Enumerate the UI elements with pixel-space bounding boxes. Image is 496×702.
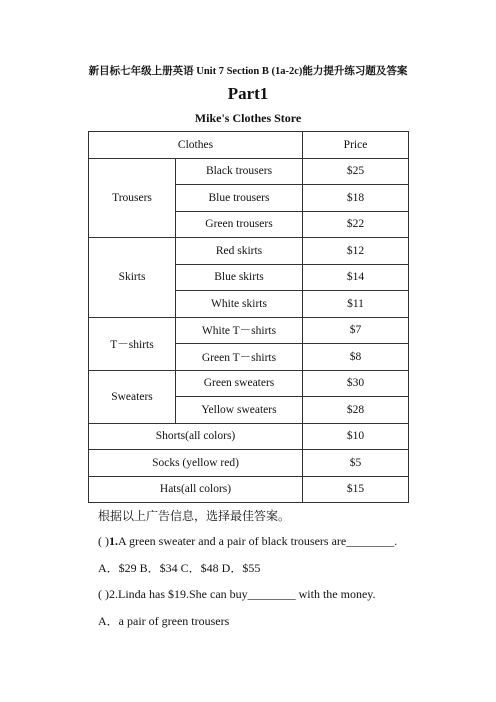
price-cell: $12 <box>303 238 409 265</box>
price-cell: $7 <box>303 317 409 344</box>
price-cell: $25 <box>303 158 409 185</box>
item-cell: White T－shirts <box>176 317 303 344</box>
table-row <box>89 317 409 344</box>
category-cell: Trousers <box>89 158 176 238</box>
table-row <box>89 476 409 503</box>
table-row <box>89 238 409 265</box>
item-cell: Shorts(all colors) <box>89 423 303 450</box>
question-1 <box>98 534 397 549</box>
table-row <box>89 450 409 477</box>
part-heading: Part1 <box>227 84 269 103</box>
question-text: A green sweater and a pair of black trousers are <box>118 534 347 548</box>
price-cell: $14 <box>303 264 409 291</box>
question-end: . <box>394 534 398 548</box>
item-cell: Green T－shirts <box>176 344 303 371</box>
item-cell: Black trousers <box>176 158 303 185</box>
category-cell: Sweaters <box>89 370 176 423</box>
answer-blank: ________ <box>346 534 395 548</box>
price-cell: $15 <box>303 476 409 503</box>
question-2 <box>98 587 376 602</box>
item-cell: Blue trousers <box>176 185 303 212</box>
answer-paren: ( ) <box>98 534 109 548</box>
price-cell: $11 <box>303 291 409 318</box>
question-1-options: A．$29 B．$34 C．$48 D．$55 <box>98 561 261 575</box>
question-2-options: A．a pair of green trousers <box>98 614 230 628</box>
item-cell: Hats(all colors) <box>89 476 303 503</box>
document-title: 新目标七年级上册英语 Unit 7 Section B (1a-2c)能力提升练习题及答案 <box>88 66 408 77</box>
item-cell: White skirts <box>176 291 303 318</box>
item-cell: Blue skirts <box>176 264 303 291</box>
header-clothes: Clothes <box>89 132 303 159</box>
answer-paren: ( ) <box>98 587 109 601</box>
price-cell: $22 <box>303 211 409 238</box>
price-cell: $10 <box>303 423 409 450</box>
item-cell: Socks (yellow red) <box>89 450 303 477</box>
question-number: 2. <box>109 587 118 601</box>
question-number: 1. <box>109 534 118 548</box>
item-cell: Red skirts <box>176 238 303 265</box>
item-cell: Green sweaters <box>176 370 303 397</box>
table-row <box>89 423 409 450</box>
answer-blank: ________ <box>247 587 296 601</box>
question-text: Linda has $19.She can buy <box>118 587 248 601</box>
header-price: Price <box>303 132 409 159</box>
price-cell: $28 <box>303 397 409 424</box>
price-table <box>88 131 409 503</box>
price-cell: $18 <box>303 185 409 212</box>
table-row <box>89 370 409 397</box>
price-cell: $8 <box>303 344 409 371</box>
item-cell: Yellow sweaters <box>176 397 303 424</box>
instruction-text: 根据以上广告信息，选择最佳答案。 <box>98 509 291 523</box>
category-cell: Skirts <box>89 238 176 318</box>
store-name: Mike's Clothes Store <box>194 111 302 125</box>
question-end: with the money. <box>295 587 376 601</box>
category-cell: T－shirts <box>89 317 176 370</box>
price-cell: $30 <box>303 370 409 397</box>
table-header-row <box>89 132 409 159</box>
table-row <box>89 158 409 185</box>
price-cell: $5 <box>303 450 409 477</box>
item-cell: Green trousers <box>176 211 303 238</box>
